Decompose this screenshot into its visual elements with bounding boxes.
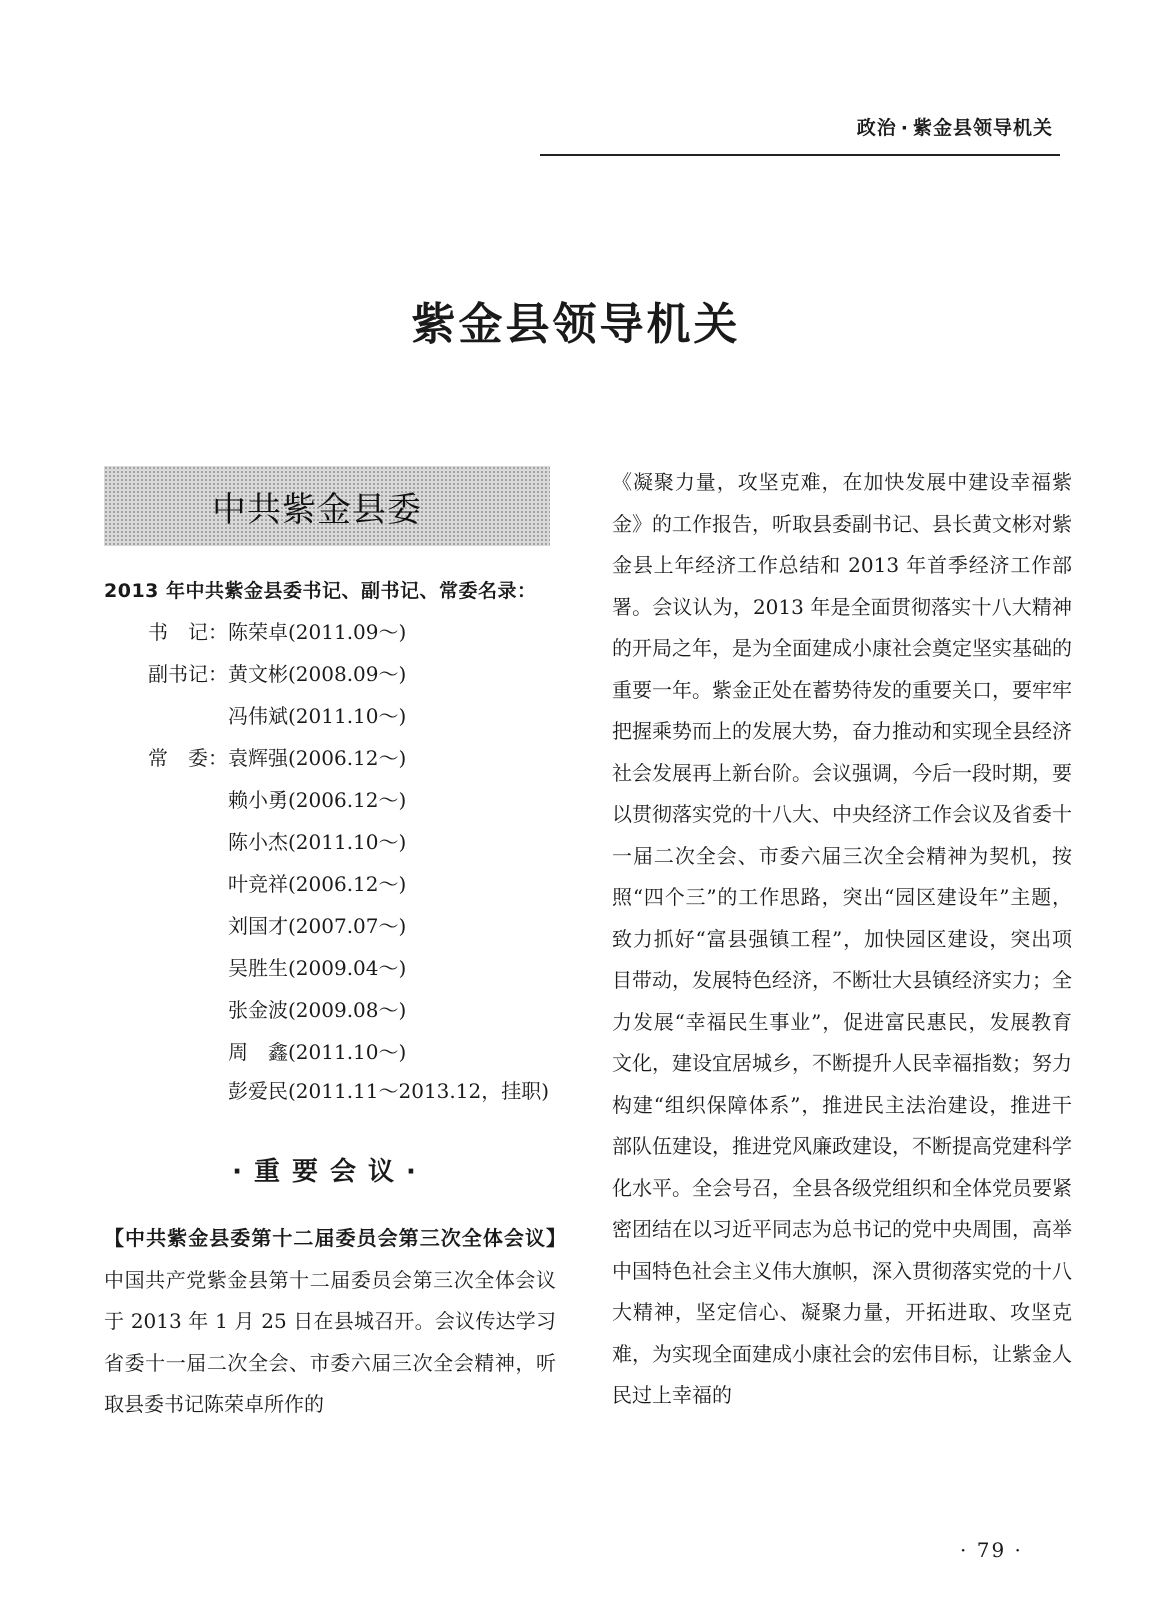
roster-row <box>104 903 556 945</box>
roster-name: 袁辉强(2006.12～) <box>228 745 407 770</box>
meeting-body-left: 中国共产党紫金县第十二届委员会第三次全体会议于 2013 年 1 月 25 日在县城召开。会议传达学习省委十一届二次全会、市委六届三次全会精神，听取县委书记陈荣卓所作的 <box>104 1267 556 1416</box>
roster-name: 彭爱民(2011.11～2013.12，挂职) <box>228 1079 550 1103</box>
page-number: · 79 · <box>960 1538 1023 1562</box>
running-header-separator: · <box>900 117 909 139</box>
roster-row <box>104 987 556 1029</box>
meeting-body-right: 《凝聚力量，攻坚克难，在加快发展中建设幸福紫金》的工作报告，听取县委副书记、县长黄文彬对紫金县上年经济工作总结和 2013 年首季经济工作部署。会议认为，2013 年是全面贯彻落实十八大精神的开局之年，是为全面建成小康社会奠定坚实基础的重要一年。紫金正处在蓄势待发的重要关口，要牢牢把握乘势而上的发展大势，奋力推动和实现全县经济社会发展再上新台阶。会议强调，今后一段时期，要以贯彻落实党的十八大、中央经济工作会议及省委十一届二次全会、市委六届三次全会精神为契机，按照“四个三”的工作思路，突出“园区建设年”主题，致力抓好“富县强镇工程”，加快园区建设，突出项目带动，发展特色经济，不断壮大县镇经济实力；全力发展“幸福民生事业”，促进富民惠民，发展教育文化，建设宜居城乡，不断提升人民幸福指数；努力构建“组织保障体系”，推进民主法治建设，推进干部队伍建设，推进党风廉政建设，不断提高党建科学化水平。全会号召，全县各级党组织和全体党员要紧密团结在以习近平同志为总书记的党中央周围，高举中国特色社会主义伟大旗帜，深入贯彻落实党的十八大精神，坚定信心、凝聚力量，开拓进取、攻坚克难，为实现全面建成小康社会的宏伟目标，让紫金人民过上幸福的 <box>612 470 1072 1407</box>
roster-name: 赖小勇(2006.12～) <box>228 787 407 812</box>
section-banner-text: 中共紫金县委 <box>212 489 422 530</box>
roster-name: 叶竞祥(2006.12～) <box>228 871 407 896</box>
running-header-subsection: 紫金县领导机关 <box>912 117 1053 139</box>
left-column <box>104 466 556 1426</box>
roster-row <box>104 1029 556 1071</box>
roster-row <box>104 777 556 819</box>
roster-row <box>104 609 556 651</box>
roster-row <box>104 651 556 693</box>
roster-row <box>104 945 556 987</box>
meetings-heading: ·重要会议· <box>232 1157 428 1187</box>
running-header-section: 政治 <box>856 117 897 139</box>
meeting-paragraph-left <box>104 1218 556 1426</box>
meeting-headline: 【中共紫金县委第十二届委员会第三次全体会议】 <box>104 1226 556 1250</box>
roster-role: 书 记： <box>148 619 228 644</box>
roster-name: 陈小杰(2011.10～) <box>228 829 407 854</box>
roster-row <box>104 735 556 777</box>
roster-name: 刘国才(2007.07～) <box>228 913 407 938</box>
roster-name: 陈荣卓(2011.09～) <box>228 619 407 644</box>
roster-title: 2013 年中共紫金县委书记、副书记、常委名录： <box>104 580 537 602</box>
section-banner <box>104 466 550 546</box>
roster-name: 张金波(2009.08～) <box>228 997 407 1022</box>
roster-row <box>104 819 556 861</box>
roster-name: 黄文彬(2008.09～) <box>228 661 407 686</box>
roster-name: 冯伟斌(2011.10～) <box>228 703 407 728</box>
roster-name: 吴胜生(2009.04～) <box>228 955 407 980</box>
roster-name: 周 鑫(2011.10～) <box>228 1039 407 1064</box>
roster-row <box>104 861 556 903</box>
roster-row <box>104 693 556 735</box>
roster-role: 常 委： <box>148 745 228 770</box>
running-header <box>540 113 1053 140</box>
header-rule <box>540 154 1060 156</box>
roster-role: 副书记： <box>148 661 228 686</box>
right-column <box>612 462 1072 1417</box>
page-title: 紫金县领导机关 <box>411 299 741 350</box>
roster-row <box>104 1071 556 1111</box>
roster-list <box>104 609 556 1111</box>
